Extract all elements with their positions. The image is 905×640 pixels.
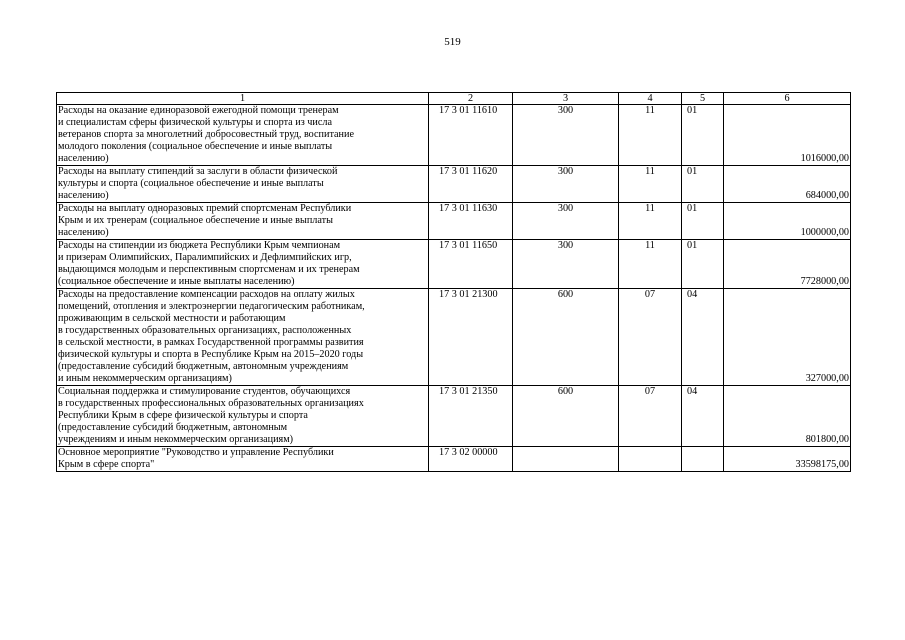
row-code: 17 3 01 11620: [429, 166, 513, 203]
row-col4: 07: [619, 386, 682, 447]
row-col3: 300: [513, 166, 619, 203]
row-col3: 300: [513, 240, 619, 289]
row-col4: 11: [619, 203, 682, 240]
row-code: 17 3 01 11630: [429, 203, 513, 240]
column-header: 4: [619, 93, 682, 105]
row-description: Расходы на стипендии из бюджета Республики Крым чемпионам и призерам Олимпийских, Паралимпийских и Дефлимпийских игр, выдающимся молодым и перспективным спортсменам и их тренерам (социальное обеспечение и иные выплаты населению): [57, 240, 429, 289]
column-header: 5: [682, 93, 724, 105]
row-col3: 600: [513, 386, 619, 447]
row-amount: 684000,00: [724, 166, 851, 203]
column-header: 6: [724, 93, 851, 105]
row-code: 17 3 01 21300: [429, 289, 513, 386]
row-amount: 801800,00: [724, 386, 851, 447]
row-code: 17 3 01 11610: [429, 105, 513, 166]
row-col5: 01: [682, 105, 724, 166]
row-col4: 07: [619, 289, 682, 386]
table-row: [57, 166, 851, 203]
row-col4: 11: [619, 240, 682, 289]
row-col5: 01: [682, 203, 724, 240]
row-description: Расходы на предоставление компенсации расходов на оплату жилых помещений, отопления и электроэнергии педагогическим работникам, проживающим в сельской местности и работающим в государственных образовательных организациях, расположенных в сельской местности, в рамках Государственной программы развития физической культуры и спорта в Республике Крым на 2015–2020 годы (предоставление субсидий бюджетным, автономным учреждениям и иным некоммерческим организациям): [57, 289, 429, 386]
budget-table: [56, 92, 851, 472]
table-row: [57, 240, 851, 289]
column-header: 1: [57, 93, 429, 105]
row-col4: 11: [619, 166, 682, 203]
row-col5: 04: [682, 386, 724, 447]
row-code: 17 3 01 21350: [429, 386, 513, 447]
row-col4: [619, 447, 682, 472]
row-col3: 300: [513, 105, 619, 166]
row-col3: [513, 447, 619, 472]
table-row: [57, 386, 851, 447]
row-description: Основное мероприятие "Руководство и управление Республики Крым в сфере спорта": [57, 447, 429, 472]
row-description: Расходы на выплату стипендий за заслуги в области физической культуры и спорта (социальное обеспечение и иные выплаты населению): [57, 166, 429, 203]
row-col5: [682, 447, 724, 472]
row-amount: 7728000,00: [724, 240, 851, 289]
column-header: 3: [513, 93, 619, 105]
row-col5: 01: [682, 166, 724, 203]
row-code: 17 3 02 00000: [429, 447, 513, 472]
table-row: [57, 447, 851, 472]
row-description: Расходы на оказание единоразовой ежегодной помощи тренерам и специалистам сферы физической культуры и спорта из числа ветеранов спорта за многолетний добросовестный труд, воспитание молодого поколения (социальное обеспечение и иные выплаты населению): [57, 105, 429, 166]
header-row: [57, 93, 851, 105]
row-amount: 33598175,00: [724, 447, 851, 472]
page-number: 519: [444, 36, 461, 48]
row-amount: 1000000,00: [724, 203, 851, 240]
row-col3: 300: [513, 203, 619, 240]
row-col5: 04: [682, 289, 724, 386]
row-description: Расходы на выплату одноразовых премий спортсменам Республики Крым и их тренерам (социальное обеспечение и иные выплаты населению): [57, 203, 429, 240]
row-amount: 327000,00: [724, 289, 851, 386]
row-col3: 600: [513, 289, 619, 386]
row-description: Социальная поддержка и стимулирование студентов, обучающихся в государственных профессиональных образовательных организациях Республики Крым в сфере физической культуры и спорта (предоставление субсидий бюджетным, автономным учреждениям и иным некоммерческим организациям): [57, 386, 429, 447]
row-amount: 1016000,00: [724, 105, 851, 166]
table-row: [57, 105, 851, 166]
table-row: [57, 203, 851, 240]
row-code: 17 3 01 11650: [429, 240, 513, 289]
row-col5: 01: [682, 240, 724, 289]
table-body: [57, 93, 851, 472]
table-row: [57, 289, 851, 386]
column-header: 2: [429, 93, 513, 105]
row-col4: 11: [619, 105, 682, 166]
